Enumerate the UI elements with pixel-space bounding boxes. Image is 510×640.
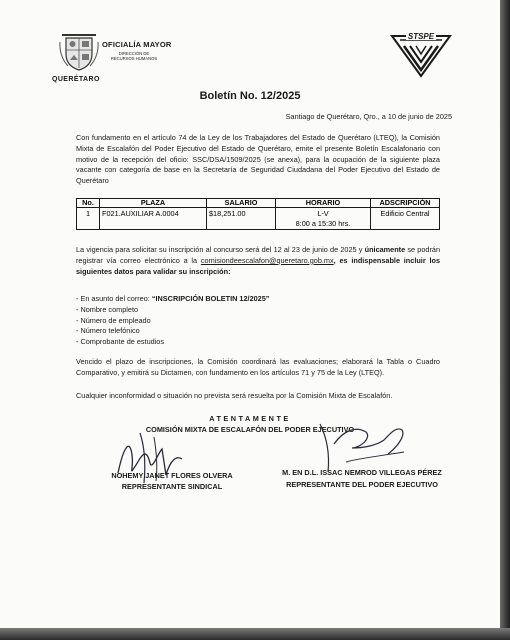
table-header-row: [77, 199, 440, 208]
cell-horario-hours: 8:00 a 15:30 hrs.: [295, 218, 351, 228]
list-item: - Número de empleado: [76, 315, 151, 325]
dateline: Santiago de Querétaro, Qro., a 10 de junio de 2025: [285, 112, 452, 121]
queretaro-coat-of-arms-logo: [58, 30, 100, 74]
registration-paragraph: [76, 245, 440, 277]
svg-text:STSPE: STSPE: [407, 32, 435, 41]
evaluation-paragraph: Vencido el plazo de inscripciones, la Comisión coordinará las evaluaciones; elaborará la Tabla o Cuadro Comparativo, y emitirá su Dictamen, con fundamento en los artículos 71 y 75 de la Ley (LTEQ).: [76, 357, 440, 377]
col-header-no: No.: [77, 199, 100, 208]
photo-edge-shadow-right: [500, 0, 510, 640]
cell-adscripcion: Edificio Central: [371, 208, 440, 230]
commission-name: COMISIÓN MIXTA DE ESCALAFÓN DEL PODER EJECUTIVO: [145, 425, 355, 434]
list-item: - Nombre completo: [76, 304, 139, 314]
requirements-list: [76, 294, 269, 348]
cell-horario-days: L-V: [317, 209, 329, 218]
photo-edge-shadow-bottom: [0, 628, 510, 640]
col-header-horario: HORARIO: [276, 199, 371, 208]
registration-email-link[interactable]: comisiondeescalafon@queretaro.gob.mx: [200, 255, 334, 265]
col-header-adscripcion: ADSCRIPCIÓN: [371, 199, 440, 208]
disputes-paragraph: Cualquier inconformidad o situación no prevista será resuelta por la Comisión Mixta de Escalafón.: [76, 391, 393, 400]
left-signer-role: REPRESENTANTE SINDICAL: [121, 482, 223, 491]
stspe-union-logo: [388, 30, 454, 78]
subject-prefix: - En asunto del correo:: [76, 294, 152, 303]
table-row: [77, 208, 440, 230]
cell-salario: $18,251.00: [207, 208, 276, 230]
registration-text-3: , es indispensable incluir los siguientes datos para validar su inscripción:: [76, 255, 440, 276]
list-item: [76, 294, 269, 305]
header-office-name: OFICIALÍA MAYOR: [102, 40, 172, 49]
vacancy-table: [76, 198, 440, 230]
bulletin-title: Boletín No. 12/2025: [199, 90, 301, 102]
left-signer-name: NOHEMY JANET FLORES OLVERA: [111, 471, 233, 480]
col-header-salario: SALARIO: [207, 199, 276, 208]
header-directorate: DIRECCIÓN DE RECURSOS HUMANOS: [110, 51, 158, 61]
intro-paragraph: Con fundamento en el artículo 74 de la Ley de los Trabajadores del Estado de Querétaro (LTEQ), la Comisión Mixta de Escalafón del Poder Ejecutivo del Estado de Querétaro, emite el presente Boletín Escalafonario con motivo de la recepción del oficio: SSC/DSA/1509/2025 (se anexa), para la ocupación de la siguiente plaza vacante con categoría de base en la Secretaría de Seguridad Ciudadana del Poder Ejecutivo del Estado de Querétaro: [76, 133, 440, 186]
registration-text-2: se podrán registrar vía correo electrónico a la: [76, 245, 441, 265]
cell-horario: [276, 208, 371, 230]
salutation: ATENTAMENTE: [209, 414, 291, 423]
registration-text-1: La vigencia para solicitar su inscripción al concurso será del 12 al 23 de junio de 2025 y: [76, 245, 365, 254]
right-signer-role: REPRESENTANTE DEL PODER EJECUTIVO: [286, 480, 438, 489]
col-header-plaza: PLAZA: [100, 199, 207, 208]
registration-only-emphasis: únicamente: [364, 245, 406, 254]
cell-plaza: F021.AUXILIAR A.0004: [100, 208, 207, 230]
cell-no: 1: [77, 208, 100, 230]
list-item: - Comprobante de estudios: [76, 337, 165, 347]
right-signer-name: M. EN D.L. ISSAC NEMROD VILLEGAS PÉREZ: [282, 468, 442, 477]
header-state-wordmark: QUERÉTARO: [52, 76, 100, 83]
list-item: - Número telefónico: [76, 326, 140, 336]
subject-value: “INSCRIPCIÓN BOLETIN 12/2025”: [151, 294, 270, 303]
